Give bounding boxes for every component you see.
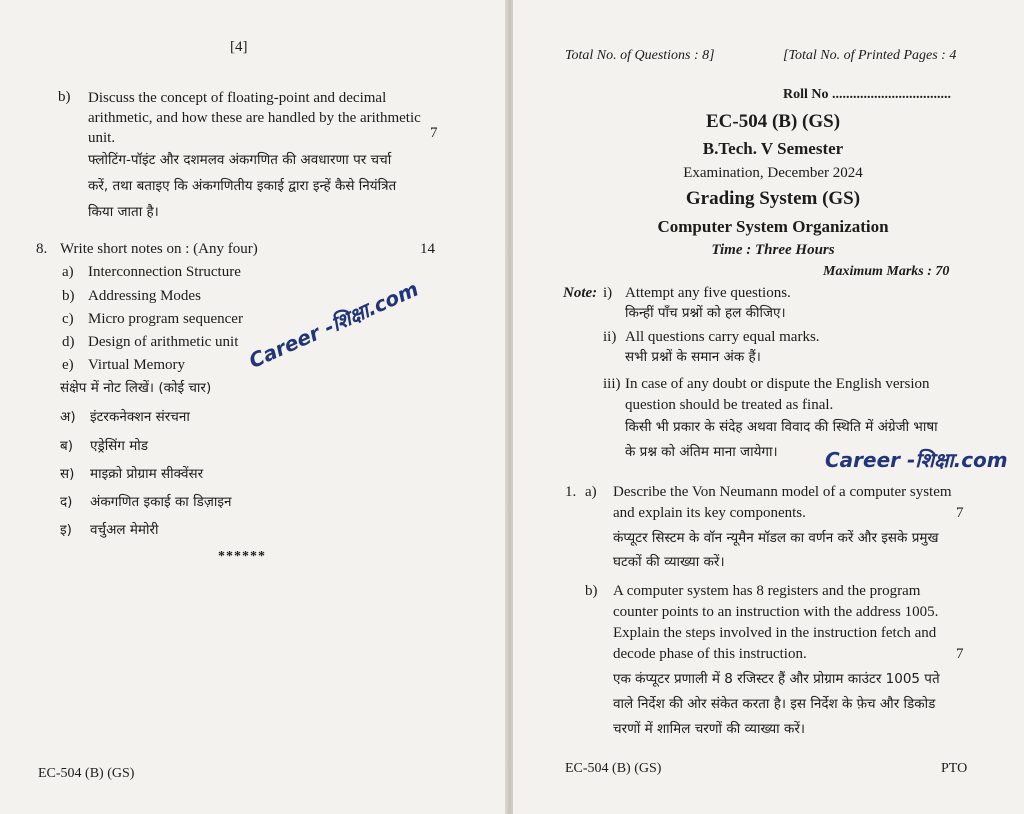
q1a-marks: 7 (956, 505, 964, 521)
q8-item-text: Interconnection Structure (88, 264, 241, 280)
q8-item-label: b) (62, 288, 75, 304)
right-footer-code: EC-504 (B) (GS) (565, 761, 662, 776)
q7b-text: Discuss the concept of floating-point and decimal arithmetic, and how these are handled by the arithmetic unit. (88, 90, 421, 146)
q1a-hindi: घटकों की व्याख्या करें। (613, 554, 725, 570)
q8-hindi-item-text: एड्रेसिंग मोड (90, 438, 148, 454)
note-text-hindi: सभी प्रश्नों के समान अंक हैं। (625, 349, 761, 365)
q1a-text: Describe the Von Neumann model of a computer system (613, 484, 952, 500)
q8-marks: 14 (420, 241, 435, 257)
q1b-text: Explain the steps involved in the instruction fetch and (613, 625, 937, 641)
q8-hindi-item-text: इंटरकनेक्शन संरचना (90, 409, 190, 425)
q8-hindi-item-label: ब) (60, 438, 73, 454)
q1a-hindi: कंप्यूटर सिस्टम के वॉन न्यूमैन मॉडल का वर्णन करें और इसके प्रमुख (613, 530, 939, 546)
note-text: Attempt any five questions. (625, 285, 791, 301)
q1-number: 1. (565, 484, 577, 500)
q8-hindi-title: संक्षेप में नोट लिखें। (कोई चार) (60, 380, 212, 396)
q8-item-text: Design of arithmetic unit (88, 334, 239, 350)
q8-hindi-item-text: माइक्रो प्रोग्राम सीक्वेंसर (90, 466, 204, 482)
q7b-label: b) (58, 89, 71, 105)
q8-item-text: Micro program sequencer (88, 311, 243, 327)
paper-code: EC-504 (B) (GS) (705, 111, 841, 132)
total-questions: Total No. of Questions : 8] (565, 48, 715, 63)
note-text: question should be treated as final. (625, 397, 834, 413)
q8-hindi-item-label: इ) (60, 522, 72, 538)
exam-duration: Time : Three Hours (711, 242, 835, 258)
q7b-hindi-line-1: फ्लोटिंग-पॉइंट और दशमलव अंकगणित की अवधारणा पर चर्चा (88, 152, 392, 168)
q8-item-label: d) (62, 334, 75, 350)
q1b-marks: 7 (956, 646, 964, 662)
total-printed-pages: [Total No. of Printed Pages : 4 (783, 48, 957, 63)
q1b-hindi: एक कंप्यूटर प्रणाली में 8 रजिस्टर हैं और प्रोग्राम काउंटर 1005 पते (613, 671, 940, 687)
q7b-hindi-line-3: किया जाता है। (88, 204, 159, 220)
q8-item-label: c) (62, 311, 74, 327)
q7b-hindi-line-2: करें, तथा बताइए कि अंकगणितीय इकाई द्वारा इन्हें कैसे नियंत्रित (88, 178, 397, 194)
q8-number: 8. (36, 241, 48, 257)
grading-system: Grading System (GS) (685, 188, 861, 209)
q8-item-text: Addressing Modes (88, 288, 201, 304)
q8-hindi-item-label: अ) (60, 409, 76, 425)
note-text: In case of any doubt or dispute the English version (625, 376, 930, 392)
subject-title: Computer System Organization (657, 217, 889, 236)
watermark: Career -शिक्षा.com (825, 448, 1008, 472)
q1a-label: a) (585, 484, 597, 500)
left-footer-code: EC-504 (B) (GS) (38, 766, 135, 781)
course-name: B.Tech. V Semester (702, 139, 844, 158)
q1a-text: and explain its key components. (613, 505, 806, 521)
roll-number-field: Roll No .................................. (783, 87, 951, 102)
q1b-text: A computer system has 8 registers and the program (613, 583, 921, 599)
page-number: [4] (230, 39, 248, 55)
right-page (513, 0, 1024, 814)
q1b-hindi: चरणों में शामिल चरणों की व्याख्या करें। (613, 721, 805, 737)
q8-hindi-item-label: द) (60, 494, 73, 510)
watermark: Career -शिक्षा.com (245, 276, 422, 373)
pto-label: PTO (941, 761, 968, 776)
note-label-number: i) (603, 285, 613, 301)
q7b-marks: 7 (430, 125, 438, 141)
note-label: Note: (563, 285, 598, 301)
q8-item-text: Virtual Memory (88, 357, 185, 373)
q1b-label: b) (585, 583, 598, 599)
note-text-hindi: किन्हीं पाँच प्रश्नों को हल कीजिए। (625, 305, 786, 321)
exam-session: Examination, December 2024 (683, 165, 863, 181)
q8-item-label: a) (62, 264, 74, 280)
q8-hindi-item-label: स) (60, 466, 75, 482)
q8-title: Write short notes on : (Any four) (60, 241, 258, 257)
maximum-marks: Maximum Marks : 70 (823, 264, 950, 279)
q1b-text: counter points to an instruction with the address 1005. (613, 604, 939, 620)
note-label-number: ii) (603, 329, 617, 345)
q1b-text: decode phase of this instruction. (613, 646, 807, 662)
q1b-hindi: वाले निर्देश की ओर संकेत करता है। इस निर्देश के फ़ेच और डिकोड (613, 696, 936, 712)
note-label-number: iii) (603, 376, 621, 392)
left-page (0, 0, 507, 814)
note-text: All questions carry equal marks. (625, 329, 820, 345)
end-of-paper-mark: ****** (218, 549, 266, 564)
note-text-hindi: के प्रश्न को अंतिम माना जायेगा। (625, 444, 778, 460)
q8-hindi-item-text: वर्चुअल मेमोरी (90, 522, 159, 538)
q8-hindi-item-text: अंकगणित इकाई का डिज़ाइन (90, 494, 232, 510)
q8-item-label: e) (62, 357, 74, 373)
note-text-hindi: किसी भी प्रकार के संदेह अथवा विवाद की स्थिति में अंग्रेजी भाषा (625, 419, 938, 435)
